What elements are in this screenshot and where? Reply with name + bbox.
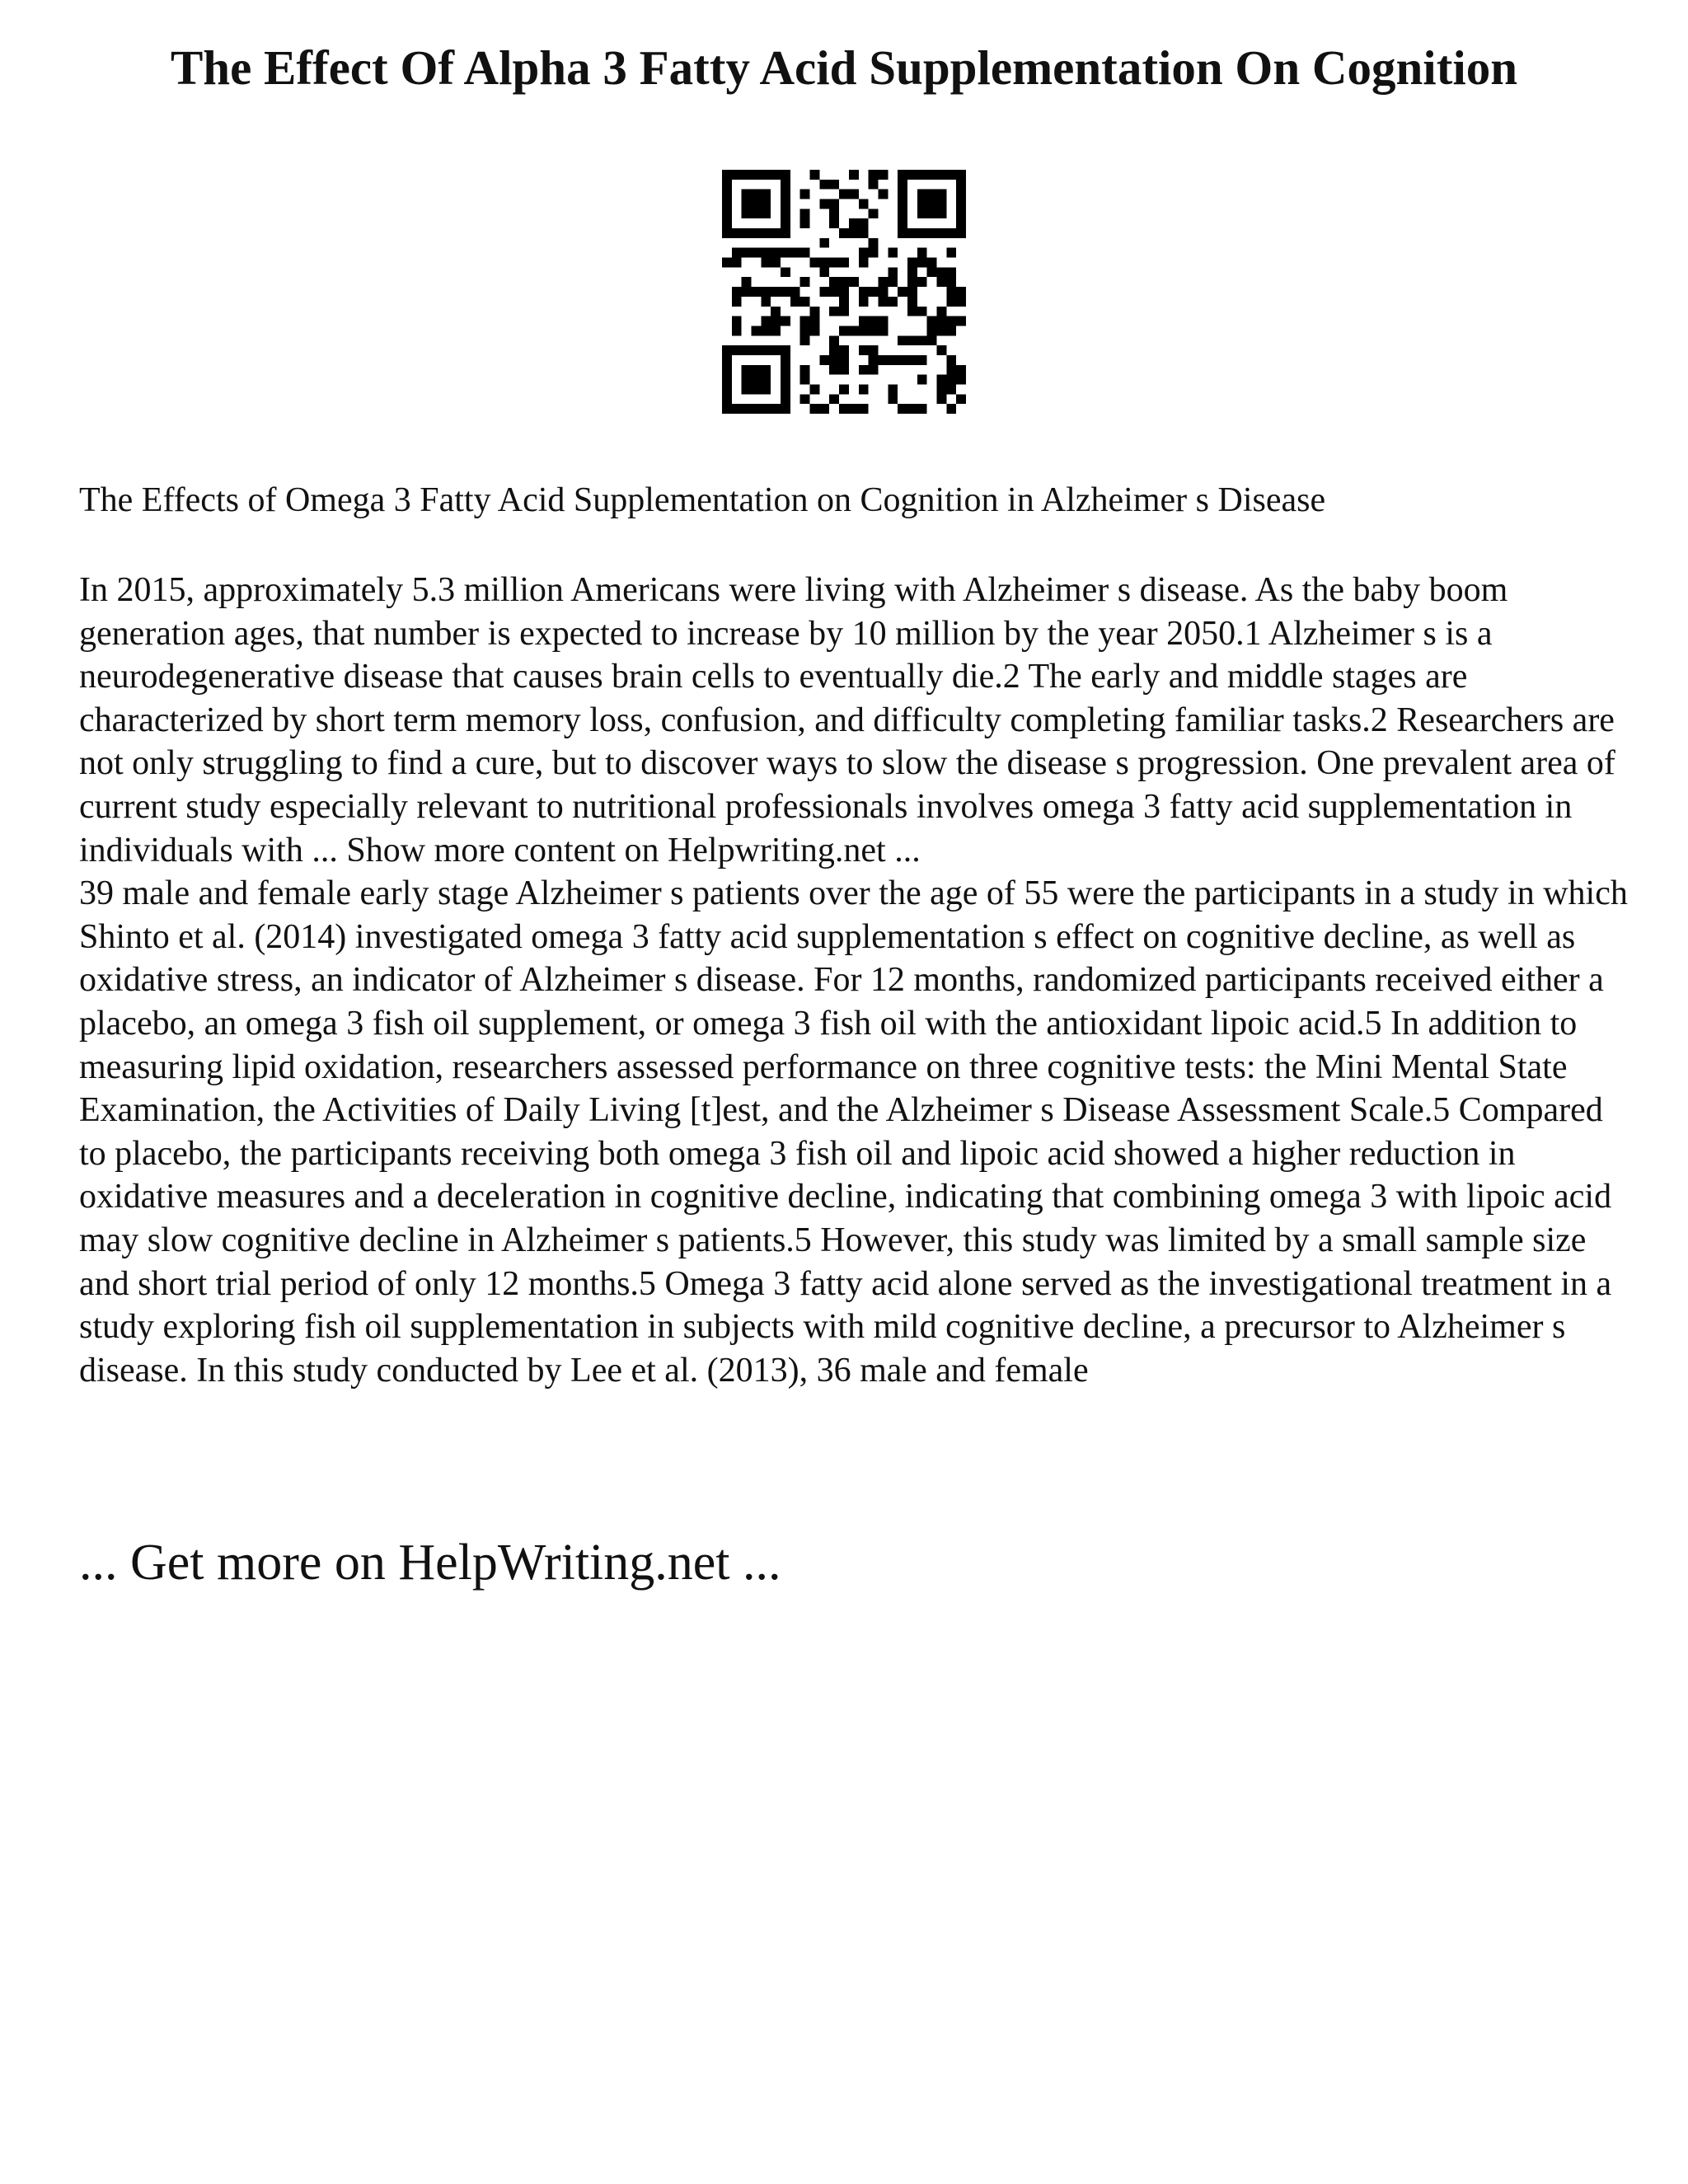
- get-more-link[interactable]: ... Get more on HelpWriting.net ...: [79, 1535, 781, 1591]
- document-subtitle: The Effects of Omega 3 Fatty Acid Supplementation on Cognition in Alzheimer s Disease: [79, 481, 1326, 519]
- document-body: [79, 569, 1629, 1392]
- qr-code-icon[interactable]: [722, 170, 966, 414]
- body-paragraph-1: In 2015, approximately 5.3 million Americans were living with Alzheimer s disease. As the baby boom generation ages, that number is expected to increase by 10 million by the year 2050.1 Alzheimer s is a neurodegenerative disease that causes brain cells to eventually die.2 The early and middle stages are characterized by short term memory loss, confusion, and difficulty completing familiar tasks.2 Researchers are not only struggling to find a cure, but to discover ways to slow the disease s progression. One prevalent area of current study especially relevant to nutritional professionals involves omega 3 fatty acid supplementation in individuals with ... Show more content on Helpwriting.net ...: [79, 571, 1615, 869]
- document-title: The Effect Of Alpha 3 Fatty Acid Supplementation On Cognition: [170, 40, 1518, 95]
- body-paragraph-2: 39 male and female early stage Alzheimer s patients over the age of 55 were the participants in a study in which Shinto et al. (2014) investigated omega 3 fatty acid supplementation s effect on cognitive decline, as well as oxidative stress, an indicator of Alzheimer s disease. For 12 months, randomized participants received either a placebo, an omega 3 fish oil supplement, or omega 3 fish oil with the antioxidant lipoic acid.5 In addition to measuring lipid oxidation, researchers assessed performance on three cognitive tests: the Mini Mental State Examination, the Activities of Daily Living [t]est, and the Alzheimer s Disease Assessment Scale.5 Compared to placebo, the participants receiving both omega 3 fish oil and lipoic acid showed a higher reduction in oxidative measures and a deceleration in cognitive decline, indicating that combining omega 3 with lipoic acid may slow cognitive decline in Alzheimer s patients.5 However, this study was limited by a small sample size and short trial period of only 12 months.5 Omega 3 fatty acid alone served as the investigational treatment in a study exploring fish oil supplementation in subjects with mild cognitive decline, a precursor to Alzheimer s disease. In this study conducted by Lee et al. (2013), 36 male and female: [79, 874, 1628, 1390]
